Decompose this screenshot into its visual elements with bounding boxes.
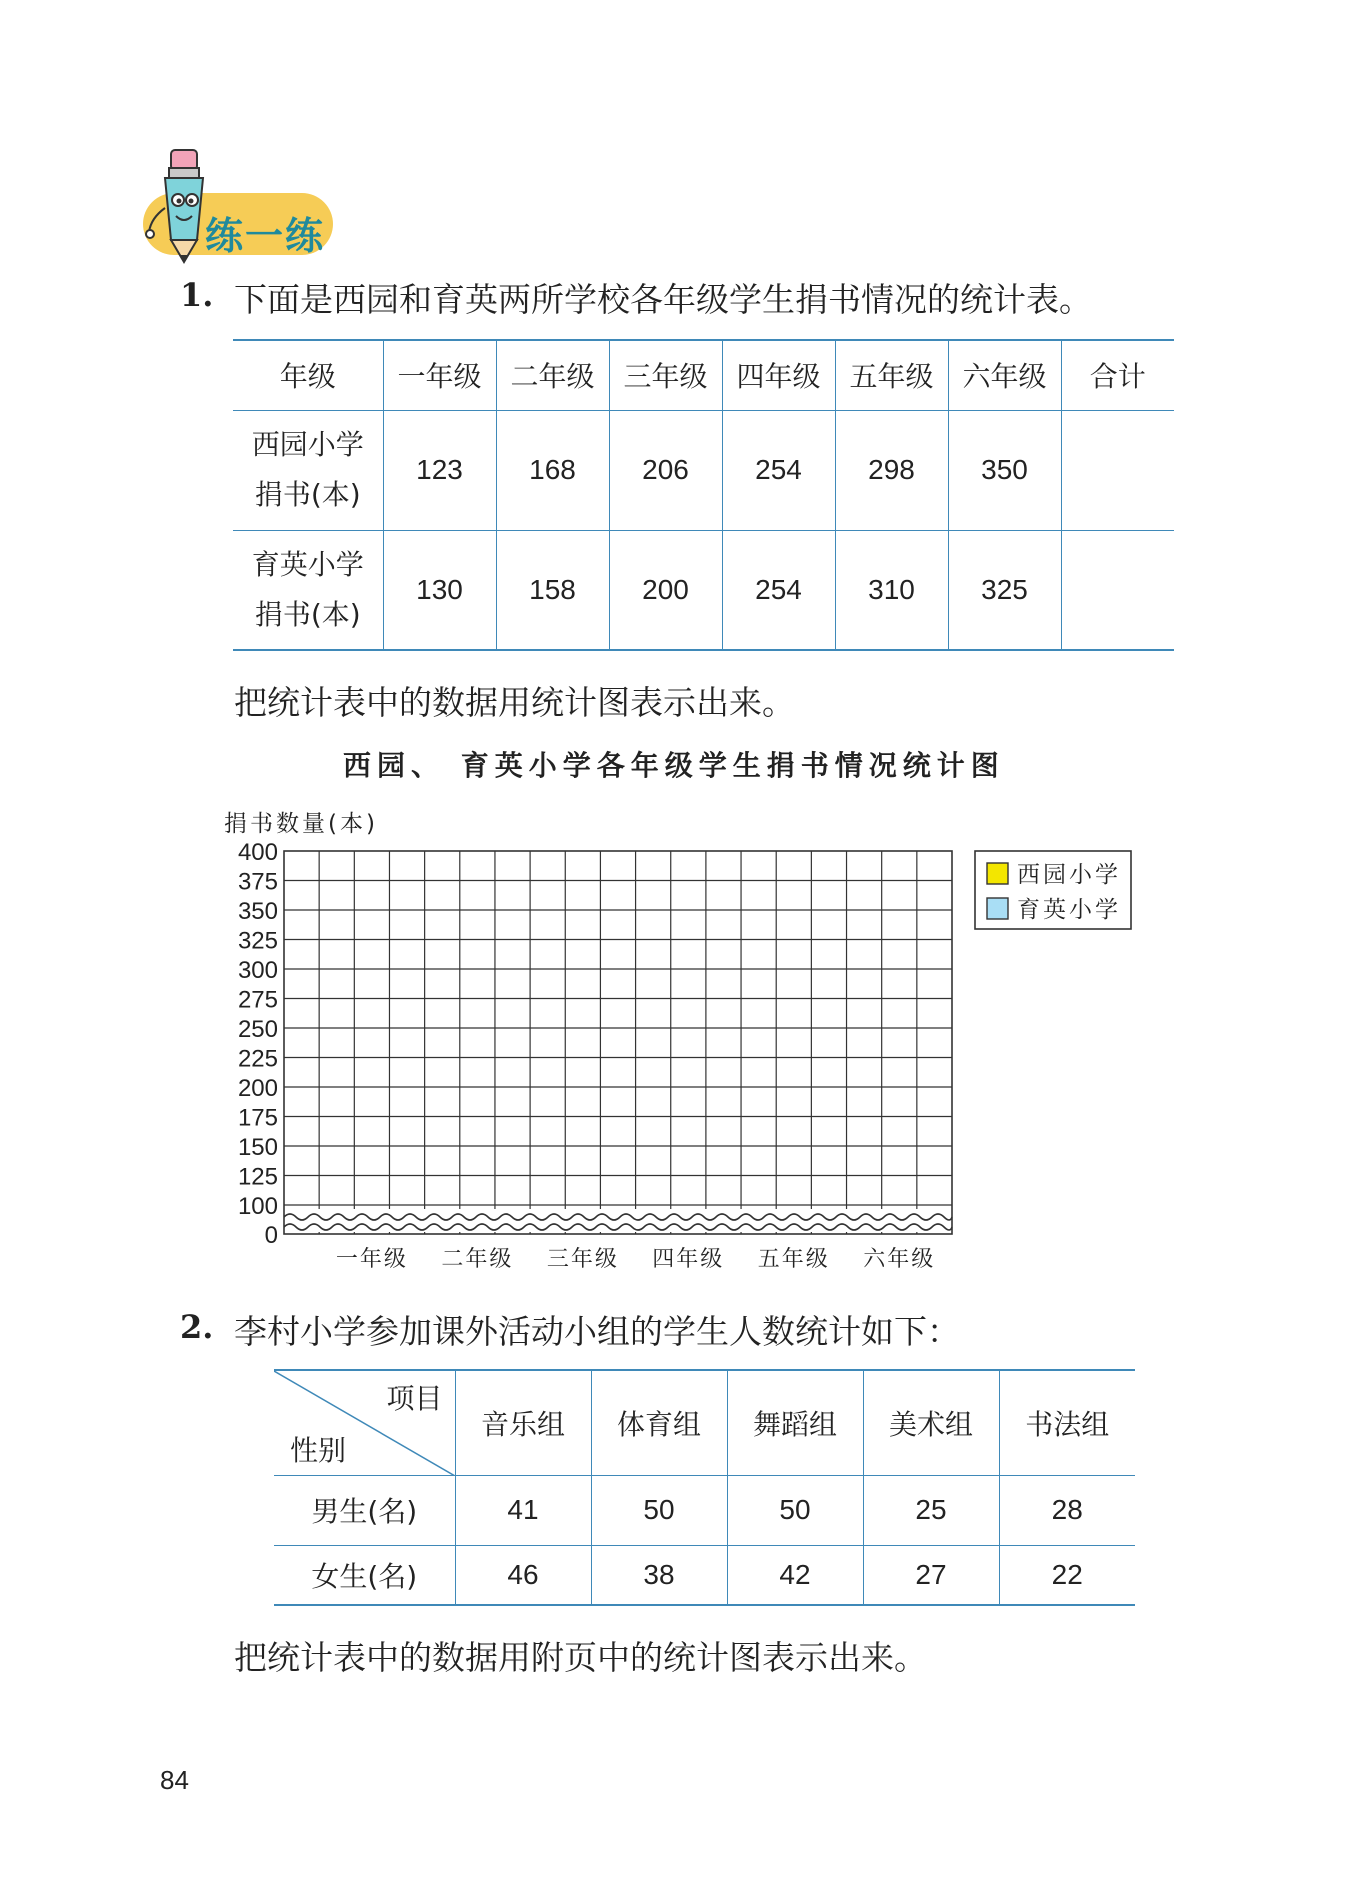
q1-header-cell: 三年级 [609, 340, 722, 410]
chart-plot-frame [284, 851, 952, 1234]
chart-legend-label: 育英小学 [1017, 897, 1121, 923]
chart-y-tick-label: 225 [237, 1045, 278, 1073]
chart-x-tick-label: 四年级 [652, 1247, 725, 1272]
q1-cell: 168 [496, 410, 609, 530]
q2-corner-cell [274, 1370, 455, 1475]
q2-cell: 41 [455, 1475, 591, 1545]
q1-header-cell: 一年级 [383, 340, 496, 410]
q2-cell: 22 [999, 1545, 1135, 1605]
chart-y-tick-label: 275 [237, 986, 278, 1014]
q2-row-boys [274, 1475, 1135, 1545]
q2-corner-bottom: 性别 [290, 1433, 347, 1467]
chart-y-tick-label: 125 [237, 1163, 278, 1191]
q2-corner-top: 项目 [386, 1382, 443, 1415]
q1-header-cell: 二年级 [496, 340, 609, 410]
q1-cell: 158 [496, 530, 609, 650]
q2-cell: 38 [591, 1545, 727, 1605]
chart-legend-swatch [987, 863, 1008, 884]
q1-header-cell: 六年级 [948, 340, 1061, 410]
q2-row-label: 男生(名) [311, 1495, 418, 1528]
q1-row-label-line2: 捐书(本) [254, 597, 361, 631]
chart-y-tick-label: 325 [237, 927, 278, 955]
q2-header-cell: 舞蹈组 [727, 1370, 863, 1475]
q1-number: 1. [180, 276, 214, 314]
page-number: 84 [160, 1765, 189, 1795]
q2-prompt: 李村小学参加课外活动小组的学生人数统计如下： [234, 1312, 960, 1351]
q1-header-cell: 合计 [1061, 340, 1174, 410]
q1-prompt: 下面是西园和育英两所学校各年级学生捐书情况的统计表。 [234, 280, 1092, 319]
q1-cell: 206 [609, 410, 722, 530]
chart-y-tick-label: 175 [237, 1104, 278, 1132]
q1-cell: 254 [722, 530, 835, 650]
q2-cell: 28 [999, 1475, 1135, 1545]
q2-row-label: 女生(名) [311, 1559, 418, 1593]
q1-cell: 310 [835, 530, 948, 650]
q2-cell: 50 [727, 1475, 863, 1545]
section-badge-title: 练一练 [205, 214, 326, 258]
q2-cell: 42 [727, 1545, 863, 1605]
chart-x-tick-label: 二年级 [441, 1247, 514, 1272]
chart-x-tick-label: 五年级 [757, 1247, 830, 1272]
chart-y-tick-label: 300 [237, 957, 278, 984]
q1-row-label-line2: 捐书(本) [254, 478, 361, 511]
q1-header-cell: 五年级 [835, 340, 948, 410]
chart-y-tick-label: 100 [237, 1193, 278, 1220]
q1-cell: 298 [835, 410, 948, 530]
q2-cell: 25 [863, 1475, 999, 1545]
chart-title: 西园、 育英小学各年级学生捐书情况统计图 [343, 749, 1005, 782]
q1-header-cell: 年级 [279, 360, 336, 394]
q2-number: 2. [180, 1308, 214, 1346]
q2-header-cell: 音乐组 [455, 1370, 591, 1475]
q2-header-cell: 书法组 [999, 1370, 1135, 1475]
q1-cell: 350 [948, 410, 1061, 530]
chart-x-tick-label: 三年级 [546, 1247, 619, 1272]
chart-y-tick-label: 400 [237, 839, 278, 866]
q2-header-row [274, 1370, 1135, 1475]
chart-y-tick-label: 350 [237, 898, 278, 925]
q1-cell: 200 [609, 530, 722, 650]
q2-row-girls [274, 1545, 1135, 1605]
q2-table [274, 1369, 1135, 1606]
chart-legend-label: 西园小学 [1017, 862, 1121, 888]
q1-instruction: 把统计表中的数据用统计图表示出来。 [234, 683, 795, 722]
chart-y-tick-label: 200 [237, 1075, 278, 1102]
q1-row-label-line1: 西园小学 [251, 428, 364, 461]
q2-cell: 46 [455, 1545, 591, 1605]
q2-cell: 27 [863, 1545, 999, 1605]
chart-x-tick-label: 一年级 [335, 1247, 408, 1272]
q1-cell: 130 [383, 530, 496, 650]
q2-cell: 50 [591, 1475, 727, 1545]
q1-cell: 254 [722, 410, 835, 530]
chart-legend-swatch [987, 898, 1008, 919]
q1-cell: 325 [948, 530, 1061, 650]
q1-row-label-line1: 育英小学 [251, 547, 364, 581]
q2-header-cell: 体育组 [591, 1370, 727, 1475]
q2-instruction: 把统计表中的数据用附页中的统计图表示出来。 [234, 1638, 927, 1677]
q1-cell: 123 [383, 410, 496, 530]
chart-y-axis-label: 捐书数量(本) [224, 811, 378, 837]
chart-x-tick-label: 六年级 [863, 1247, 936, 1272]
q1-header-cell: 四年级 [722, 340, 835, 410]
chart-y-tick-label: 150 [237, 1134, 278, 1161]
chart-y-tick-label: 250 [237, 1016, 278, 1043]
q2-header-cell: 美术组 [863, 1370, 999, 1475]
chart-y-tick-label: 0 [264, 1222, 278, 1249]
chart-y-tick-label: 375 [237, 868, 278, 896]
